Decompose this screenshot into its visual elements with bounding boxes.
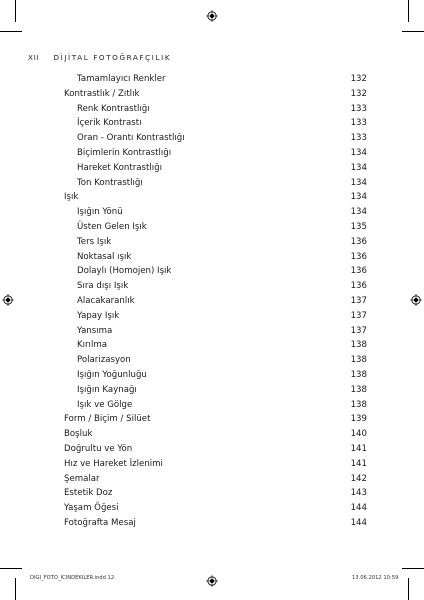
toc-entry-title: Ton Kontrastlığı — [77, 177, 143, 188]
toc-entry-title: Işığın Yoğunluğu — [77, 370, 147, 380]
toc-entry — [77, 220, 367, 234]
toc-entry-page-number: 137 — [350, 310, 367, 321]
toc-entry-title: Tamamlayıcı Renkler — [77, 74, 166, 84]
toc-entry-page-number: 134 — [350, 207, 367, 218]
footer-timestamp: 13.06.2012 10:59 — [352, 575, 399, 581]
toc-entry — [77, 72, 367, 86]
toc-entry — [77, 309, 367, 323]
toc-entry — [64, 427, 367, 441]
toc-entry-page-number: 144 — [350, 503, 367, 514]
toc-entry-page-number: 136 — [350, 251, 367, 262]
toc-entry-title: Biçimlerin Kontrastlığı — [77, 148, 172, 158]
toc-entry — [77, 250, 367, 264]
toc-entry — [77, 383, 367, 397]
toc-entry — [77, 264, 367, 278]
toc-entry-title: Boşluk — [64, 429, 93, 440]
registration-mark-icon — [206, 10, 218, 22]
toc-entry-title: Yansıma — [77, 325, 113, 336]
toc-entry-page-number: 132 — [350, 88, 367, 99]
toc-entry-page-number: 138 — [350, 340, 367, 351]
toc-entry-title: Noktasal ışık — [77, 251, 132, 262]
toc-entry-page-number: 133 — [350, 118, 367, 129]
crop-mark — [15, 578, 16, 600]
toc-entry-title: Hız ve Hareket İzlenimi — [64, 458, 163, 469]
toc-entry-page-number: 134 — [350, 148, 367, 158]
toc-entry-title: Işık — [64, 192, 79, 203]
crop-mark — [0, 568, 22, 569]
toc-entry — [77, 161, 367, 175]
toc-entry-title: Doğrultu ve Yön — [64, 444, 133, 454]
crop-mark — [408, 578, 409, 600]
toc-entry — [77, 338, 367, 352]
toc-entry-page-number: 134 — [350, 192, 367, 203]
toc-entry-title: Renk Kontrastlığı — [77, 103, 150, 114]
toc-entry — [77, 205, 367, 219]
crop-mark — [0, 31, 22, 32]
crop-mark — [408, 0, 409, 22]
toc-entry-title: Yapay Işık — [77, 310, 120, 321]
toc-entry-title: Işığın Yönü — [77, 207, 123, 218]
registration-mark-icon — [2, 294, 14, 306]
toc-entry-page-number: 137 — [350, 296, 367, 306]
toc-entry-page-number: 135 — [350, 222, 367, 232]
page-numeral: XII — [28, 53, 40, 62]
crop-mark — [15, 0, 16, 22]
toc-entry-page-number: 143 — [350, 488, 367, 499]
toc-entry-title: Yaşam Öğesi — [64, 503, 119, 514]
crop-mark — [402, 31, 424, 32]
toc-entry-title: Hareket Kontrastlığı — [77, 162, 162, 173]
toc-entry-page-number: 138 — [350, 355, 367, 366]
toc-entry — [77, 102, 367, 116]
toc-entry — [77, 116, 367, 130]
toc-entry-page-number: 144 — [350, 518, 367, 528]
toc-entry-page-number: 137 — [350, 325, 367, 336]
toc-entry-page-number: 142 — [350, 473, 367, 484]
book-title: DİJİTAL FOTOĞRAFÇILIK — [53, 53, 172, 62]
registration-mark-icon — [206, 575, 218, 587]
toc-entry-title: Kontrastlık / Zıtlık — [64, 88, 140, 99]
toc-entry — [77, 324, 367, 338]
toc-entry-page-number: 140 — [350, 429, 367, 440]
toc-entry-title: Işığın Kaynağı — [77, 384, 137, 395]
toc-entry — [77, 146, 367, 160]
toc-entry-title: İçerik Kontrastı — [77, 118, 142, 129]
toc-entry-title: Işık ve Gölge — [77, 399, 133, 410]
toc-entry-page-number: 139 — [350, 414, 367, 425]
toc-entry — [64, 87, 367, 101]
toc-entry-title: Alacakaranlık — [77, 296, 135, 306]
toc-entry-page-number: 133 — [350, 103, 367, 114]
toc-entry-title: Kırılma — [77, 340, 107, 351]
registration-mark-icon — [410, 294, 422, 306]
toc-entry-page-number: 136 — [350, 236, 367, 247]
toc-entry-page-number: 133 — [350, 133, 367, 144]
toc-entry-title: Üsten Gelen Işık — [77, 222, 147, 232]
toc-entry — [77, 368, 367, 382]
toc-entry — [64, 501, 367, 515]
toc-entry — [64, 486, 367, 500]
toc-entry-page-number: 141 — [350, 458, 367, 469]
toc-entry-title: Şemalar — [64, 473, 100, 484]
toc-entry-title: Oran - Orantı Kontrastlığı — [77, 133, 185, 144]
toc-entry-page-number: 138 — [350, 384, 367, 395]
toc-entry-page-number: 141 — [350, 444, 367, 454]
toc-entry — [64, 442, 367, 456]
toc-entry-title: Ters Işık — [77, 236, 112, 247]
toc-entry — [77, 176, 367, 190]
footer-file-name: DIGI_FOTO_ICINDEKILER.indd 12 — [30, 575, 115, 581]
running-header — [28, 53, 171, 62]
toc-entry-title: Fotoğrafta Mesaj — [64, 518, 136, 528]
toc-entry-title: Estetik Doz — [64, 488, 113, 499]
toc-entry-page-number: 132 — [350, 74, 367, 84]
toc-entry-title: Polarizasyon — [77, 355, 131, 366]
toc-entry — [77, 235, 367, 249]
toc-entry — [64, 516, 367, 530]
toc-entry — [64, 412, 367, 426]
toc-entry-page-number: 134 — [350, 177, 367, 188]
toc-entry-title: Form / Biçim / Silüet — [64, 414, 151, 425]
toc-entry-page-number: 138 — [350, 399, 367, 410]
toc-entry-page-number: 136 — [350, 266, 367, 277]
crop-mark — [402, 568, 424, 569]
toc-entry-title: Dolaylı (Homojen) Işık — [77, 266, 172, 277]
toc-entry — [77, 131, 367, 145]
toc-entry-page-number: 134 — [350, 162, 367, 173]
toc-entry — [77, 279, 367, 293]
toc-entry-title: Sıra dışı Işık — [77, 281, 129, 292]
toc-entry-page-number: 138 — [350, 370, 367, 380]
toc-entry-page-number: 136 — [350, 281, 367, 292]
toc-entry — [77, 398, 367, 412]
toc-entry — [64, 472, 367, 486]
toc-entry — [77, 294, 367, 308]
toc-entry — [64, 457, 367, 471]
toc-entry — [64, 190, 367, 204]
toc-entry — [77, 353, 367, 367]
